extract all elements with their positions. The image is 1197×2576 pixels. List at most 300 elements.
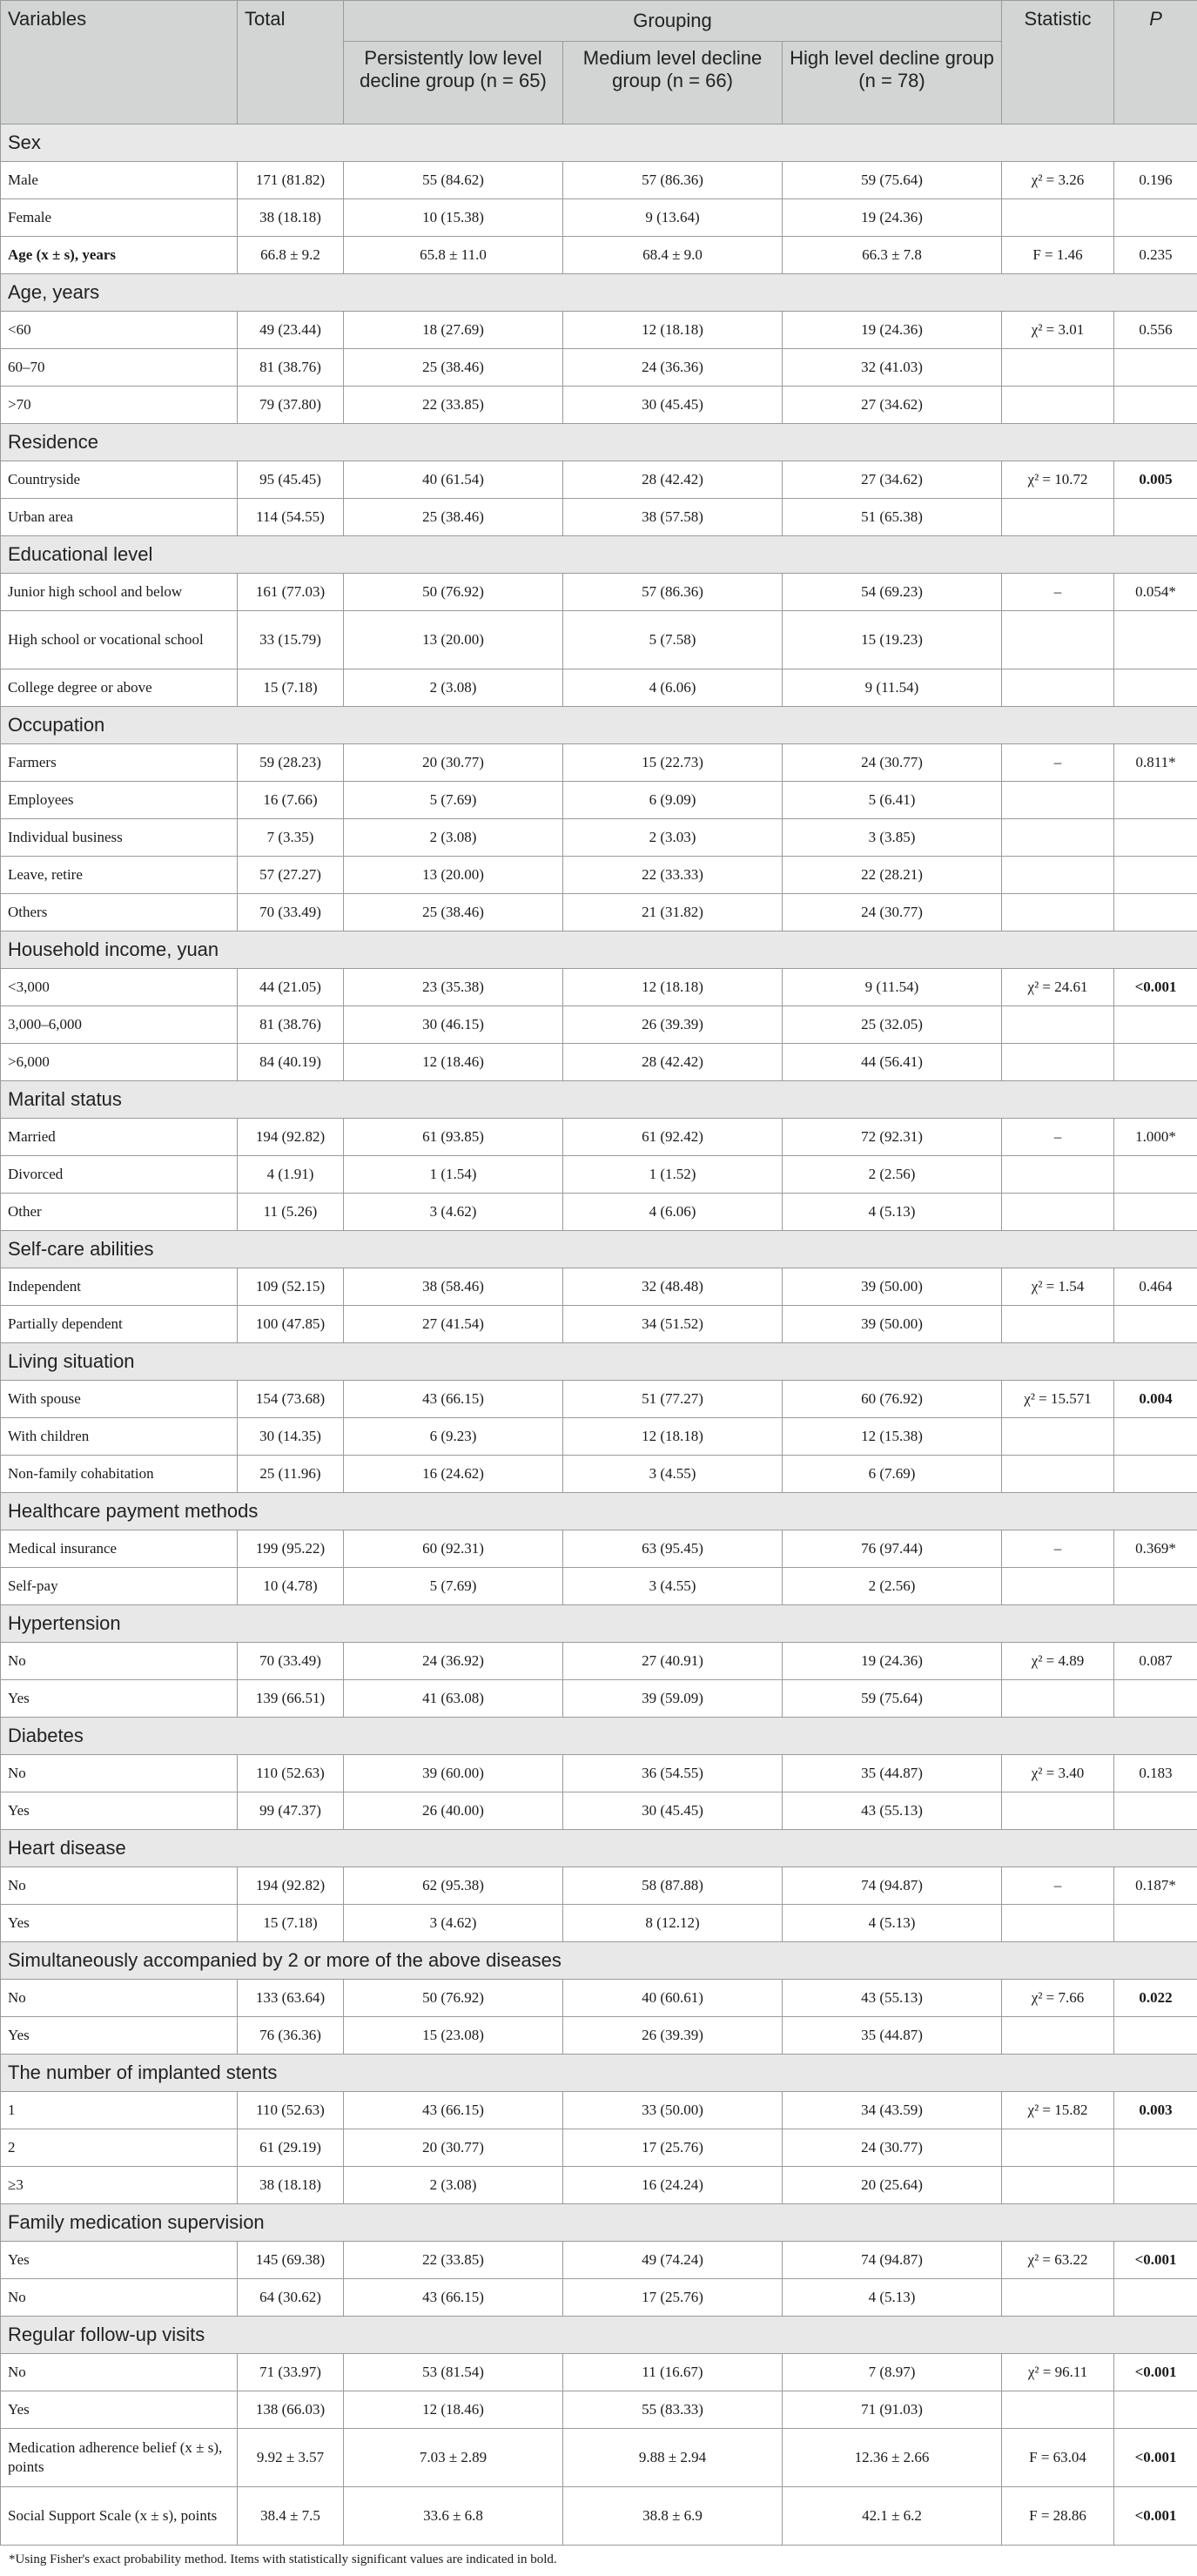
group-high-cell: 5 (6.41)	[783, 782, 1002, 819]
statistic-cell	[1002, 819, 1114, 857]
table-row	[1, 2354, 1197, 2391]
table-row	[1, 1268, 1197, 1306]
section-label: Marital status	[1, 1081, 1197, 1119]
group-high-cell: 51 (65.38)	[783, 499, 1002, 536]
p-value-cell: <0.001	[1114, 2242, 1197, 2279]
total-cell: 66.8 ± 9.2	[238, 237, 344, 274]
total-cell: 145 (69.38)	[238, 2242, 344, 2279]
group-medium-cell: 12 (18.18)	[563, 969, 783, 1006]
table-row	[1, 2167, 1197, 2204]
group-high-cell: 19 (24.36)	[783, 1643, 1002, 1680]
statistic-cell: χ² = 3.26	[1002, 162, 1114, 199]
group-low-cell: 22 (33.85)	[344, 387, 563, 424]
group-low-cell: 38 (58.46)	[344, 1268, 563, 1306]
table-row	[1, 1044, 1197, 1081]
group-low-cell: 2 (3.08)	[344, 819, 563, 857]
group-medium-cell: 30 (45.45)	[563, 1792, 783, 1830]
row-label-cell: Countryside	[1, 461, 238, 499]
group-medium-cell: 17 (25.76)	[563, 2279, 783, 2317]
group-high-cell: 3 (3.85)	[783, 819, 1002, 857]
total-cell: 25 (11.96)	[238, 1456, 344, 1493]
group-low-cell: 5 (7.69)	[344, 782, 563, 819]
row-label-cell: <60	[1, 312, 238, 349]
row-label-cell: Farmers	[1, 744, 238, 782]
row-label-cell: No	[1, 1755, 238, 1792]
row-label-cell: Partially dependent	[1, 1306, 238, 1343]
table-row	[1, 1194, 1197, 1231]
table-row	[1, 2129, 1197, 2167]
group-high-cell: 34 (43.59)	[783, 2092, 1002, 2129]
row-label-cell: Age (x ± s), years	[1, 237, 238, 274]
statistic-cell	[1002, 1905, 1114, 1942]
table-row	[1, 349, 1197, 387]
group-high-cell: 72 (92.31)	[783, 1119, 1002, 1156]
table-row	[1, 461, 1197, 499]
p-value-cell	[1114, 1568, 1197, 1605]
total-cell: 95 (45.45)	[238, 461, 344, 499]
section-label: Age, years	[1, 274, 1197, 312]
total-cell: 38 (18.18)	[238, 2167, 344, 2204]
total-cell: 81 (38.76)	[238, 349, 344, 387]
statistic-cell	[1002, 199, 1114, 237]
statistic-cell	[1002, 1456, 1114, 1493]
p-value-cell	[1114, 349, 1197, 387]
p-value-cell	[1114, 669, 1197, 707]
p-value-cell	[1114, 611, 1197, 669]
statistic-cell	[1002, 2279, 1114, 2317]
table-row	[1, 894, 1197, 932]
header-variables: Variables	[1, 1, 238, 124]
p-value-cell: 0.187*	[1114, 1867, 1197, 1905]
group-low-cell: 24 (36.92)	[344, 1643, 563, 1680]
table-row	[1, 199, 1197, 237]
row-label-cell: Yes	[1, 1905, 238, 1942]
p-value-cell	[1114, 1418, 1197, 1456]
group-high-cell: 24 (30.77)	[783, 744, 1002, 782]
group-low-cell: 23 (35.38)	[344, 969, 563, 1006]
p-value-cell	[1114, 387, 1197, 424]
p-value-cell: 0.005	[1114, 461, 1197, 499]
header-group-high: High level decline group (n = 78)	[783, 42, 1002, 124]
section-label: Residence	[1, 424, 1197, 461]
group-medium-cell: 58 (87.88)	[563, 1867, 783, 1905]
statistic-cell	[1002, 1306, 1114, 1343]
group-medium-cell: 9 (13.64)	[563, 199, 783, 237]
group-medium-cell: 17 (25.76)	[563, 2129, 783, 2167]
p-value-cell: 0.003	[1114, 2092, 1197, 2129]
statistic-cell: –	[1002, 744, 1114, 782]
statistic-cell	[1002, 2391, 1114, 2429]
group-medium-cell: 15 (22.73)	[563, 744, 783, 782]
header-p: P	[1114, 1, 1197, 124]
p-value-cell	[1114, 2391, 1197, 2429]
group-high-cell: 43 (55.13)	[783, 1792, 1002, 1830]
row-label-cell: Male	[1, 162, 238, 199]
group-medium-cell: 68.4 ± 9.0	[563, 237, 783, 274]
total-cell: 154 (73.68)	[238, 1381, 344, 1418]
statistic-cell	[1002, 387, 1114, 424]
group-low-cell: 50 (76.92)	[344, 1980, 563, 2017]
p-value-cell	[1114, 2167, 1197, 2204]
row-label-cell: Divorced	[1, 1156, 238, 1194]
statistic-cell: χ² = 63.22	[1002, 2242, 1114, 2279]
group-medium-cell: 40 (60.61)	[563, 1980, 783, 2017]
row-label-cell: No	[1, 1980, 238, 2017]
group-high-cell: 25 (32.05)	[783, 1006, 1002, 1044]
p-value-cell: 0.556	[1114, 312, 1197, 349]
group-low-cell: 3 (4.62)	[344, 1905, 563, 1942]
section-header-row	[1, 1081, 1197, 1119]
section-header-row	[1, 274, 1197, 312]
table-row	[1, 1867, 1197, 1905]
header-group-medium: Medium level decline group (n = 66)	[563, 42, 783, 124]
statistic-cell: –	[1002, 1119, 1114, 1156]
total-cell: 171 (81.82)	[238, 162, 344, 199]
statistic-cell: χ² = 15.571	[1002, 1381, 1114, 1418]
row-label-cell: Social Support Scale (x ± s), points	[1, 2487, 238, 2546]
group-low-cell: 43 (66.15)	[344, 1381, 563, 1418]
group-low-cell: 43 (66.15)	[344, 2279, 563, 2317]
group-medium-cell: 9.88 ± 2.94	[563, 2429, 783, 2487]
p-value-cell	[1114, 1006, 1197, 1044]
section-label: Household income, yuan	[1, 932, 1197, 969]
statistic-cell: F = 1.46	[1002, 237, 1114, 274]
group-low-cell: 43 (66.15)	[344, 2092, 563, 2129]
group-medium-cell: 8 (12.12)	[563, 1905, 783, 1942]
total-cell: 57 (27.27)	[238, 857, 344, 894]
header-grouping: Grouping	[344, 1, 1002, 42]
row-label-cell: Junior high school and below	[1, 574, 238, 611]
statistic-cell: –	[1002, 1530, 1114, 1568]
section-label: Regular follow-up visits	[1, 2317, 1197, 2354]
total-cell: 110 (52.63)	[238, 2092, 344, 2129]
group-high-cell: 4 (5.13)	[783, 2279, 1002, 2317]
section-header-row	[1, 124, 1197, 162]
p-value-cell	[1114, 1905, 1197, 1942]
total-cell: 70 (33.49)	[238, 1643, 344, 1680]
group-medium-cell: 3 (4.55)	[563, 1456, 783, 1493]
group-medium-cell: 57 (86.36)	[563, 162, 783, 199]
group-low-cell: 25 (38.46)	[344, 894, 563, 932]
group-high-cell: 9 (11.54)	[783, 969, 1002, 1006]
row-label-cell: Urban area	[1, 499, 238, 536]
table-row	[1, 1643, 1197, 1680]
total-cell: 70 (33.49)	[238, 894, 344, 932]
table-row	[1, 2242, 1197, 2279]
group-high-cell: 22 (28.21)	[783, 857, 1002, 894]
statistic-cell	[1002, 2129, 1114, 2167]
row-label-cell: Female	[1, 199, 238, 237]
group-high-cell: 7 (8.97)	[783, 2354, 1002, 2391]
row-label-cell: ≥3	[1, 2167, 238, 2204]
table-row	[1, 237, 1197, 274]
row-label-cell: Yes	[1, 1680, 238, 1718]
group-low-cell: 30 (46.15)	[344, 1006, 563, 1044]
table-row	[1, 782, 1197, 819]
group-medium-cell: 34 (51.52)	[563, 1306, 783, 1343]
p-value-cell: <0.001	[1114, 2429, 1197, 2487]
table-row	[1, 969, 1197, 1006]
group-high-cell: 60 (76.92)	[783, 1381, 1002, 1418]
total-cell: 61 (29.19)	[238, 2129, 344, 2167]
group-high-cell: 43 (55.13)	[783, 1980, 1002, 2017]
group-low-cell: 26 (40.00)	[344, 1792, 563, 1830]
statistic-cell	[1002, 499, 1114, 536]
total-cell: 79 (37.80)	[238, 387, 344, 424]
section-label: Family medication supervision	[1, 2204, 1197, 2242]
group-low-cell: 15 (23.08)	[344, 2017, 563, 2055]
group-high-cell: 4 (5.13)	[783, 1905, 1002, 1942]
group-high-cell: 2 (2.56)	[783, 1568, 1002, 1605]
group-high-cell: 42.1 ± 6.2	[783, 2487, 1002, 2546]
statistic-cell	[1002, 2017, 1114, 2055]
section-header-row	[1, 932, 1197, 969]
group-medium-cell: 1 (1.52)	[563, 1156, 783, 1194]
p-value-cell	[1114, 1792, 1197, 1830]
total-cell: 16 (7.66)	[238, 782, 344, 819]
table-row	[1, 2017, 1197, 2055]
total-cell: 109 (52.15)	[238, 1268, 344, 1306]
group-medium-cell: 21 (31.82)	[563, 894, 783, 932]
total-cell: 38.4 ± 7.5	[238, 2487, 344, 2546]
p-value-cell: <0.001	[1114, 2354, 1197, 2391]
row-label-cell: No	[1, 1643, 238, 1680]
row-label-cell: Yes	[1, 2391, 238, 2429]
row-label-cell: No	[1, 1867, 238, 1905]
group-low-cell: 41 (63.08)	[344, 1680, 563, 1718]
row-label-cell: Leave, retire	[1, 857, 238, 894]
section-label: Educational level	[1, 536, 1197, 574]
group-medium-cell: 26 (39.39)	[563, 2017, 783, 2055]
total-cell: 133 (63.64)	[238, 1980, 344, 2017]
table-row	[1, 1006, 1197, 1044]
table-row	[1, 1381, 1197, 1418]
header-statistic: Statistic	[1002, 1, 1114, 124]
group-high-cell: 54 (69.23)	[783, 574, 1002, 611]
section-header-row	[1, 2204, 1197, 2242]
row-label-cell: High school or vocational school	[1, 611, 238, 669]
group-medium-cell: 32 (48.48)	[563, 1268, 783, 1306]
table-row	[1, 1456, 1197, 1493]
group-medium-cell: 12 (18.18)	[563, 1418, 783, 1456]
group-high-cell: 39 (50.00)	[783, 1306, 1002, 1343]
group-high-cell: 35 (44.87)	[783, 1755, 1002, 1792]
group-high-cell: 6 (7.69)	[783, 1456, 1002, 1493]
p-value-cell: 0.464	[1114, 1268, 1197, 1306]
group-low-cell: 12 (18.46)	[344, 1044, 563, 1081]
group-high-cell: 76 (97.44)	[783, 1530, 1002, 1568]
statistic-cell: χ² = 24.61	[1002, 969, 1114, 1006]
group-low-cell: 22 (33.85)	[344, 2242, 563, 2279]
group-medium-cell: 39 (59.09)	[563, 1680, 783, 1718]
table-row	[1, 2429, 1197, 2487]
section-header-row	[1, 2055, 1197, 2092]
group-high-cell: 39 (50.00)	[783, 1268, 1002, 1306]
row-label-cell: Other	[1, 1194, 238, 1231]
row-label-cell: Yes	[1, 2242, 238, 2279]
table-row	[1, 1755, 1197, 1792]
group-low-cell: 16 (24.62)	[344, 1456, 563, 1493]
p-value-cell: 0.004	[1114, 1381, 1197, 1418]
row-label-cell: Non-family cohabitation	[1, 1456, 238, 1493]
row-label-cell: Independent	[1, 1268, 238, 1306]
p-value-cell	[1114, 2017, 1197, 2055]
total-cell: 199 (95.22)	[238, 1530, 344, 1568]
section-header-row	[1, 1942, 1197, 1980]
table-row	[1, 744, 1197, 782]
statistic-cell	[1002, 1680, 1114, 1718]
group-high-cell: 27 (34.62)	[783, 461, 1002, 499]
row-label-cell: >6,000	[1, 1044, 238, 1081]
table-row	[1, 2487, 1197, 2546]
row-label-cell: Yes	[1, 2017, 238, 2055]
section-header-row	[1, 1830, 1197, 1867]
statistic-cell	[1002, 1418, 1114, 1456]
statistic-cell	[1002, 349, 1114, 387]
group-low-cell: 2 (3.08)	[344, 2167, 563, 2204]
group-high-cell: 24 (30.77)	[783, 2129, 1002, 2167]
table-row	[1, 1119, 1197, 1156]
group-medium-cell: 51 (77.27)	[563, 1381, 783, 1418]
group-low-cell: 12 (18.46)	[344, 2391, 563, 2429]
total-cell: 15 (7.18)	[238, 669, 344, 707]
row-label-cell: College degree or above	[1, 669, 238, 707]
group-medium-cell: 26 (39.39)	[563, 1006, 783, 1044]
group-high-cell: 27 (34.62)	[783, 387, 1002, 424]
group-low-cell: 62 (95.38)	[344, 1867, 563, 1905]
statistic-cell	[1002, 857, 1114, 894]
group-high-cell: 15 (19.23)	[783, 611, 1002, 669]
group-low-cell: 60 (92.31)	[344, 1530, 563, 1568]
row-label-cell: With children	[1, 1418, 238, 1456]
total-cell: 4 (1.91)	[238, 1156, 344, 1194]
group-low-cell: 27 (41.54)	[344, 1306, 563, 1343]
total-cell: 138 (66.03)	[238, 2391, 344, 2429]
statistic-cell	[1002, 611, 1114, 669]
p-value-cell: 0.183	[1114, 1755, 1197, 1792]
total-cell: 194 (92.82)	[238, 1867, 344, 1905]
group-low-cell: 65.8 ± 11.0	[344, 237, 563, 274]
table-row	[1, 669, 1197, 707]
table-row	[1, 1306, 1197, 1343]
group-low-cell: 1 (1.54)	[344, 1156, 563, 1194]
group-high-cell: 59 (75.64)	[783, 162, 1002, 199]
total-cell: 71 (33.97)	[238, 2354, 344, 2391]
total-cell: 44 (21.05)	[238, 969, 344, 1006]
group-medium-cell: 2 (3.03)	[563, 819, 783, 857]
total-cell: 9.92 ± 3.57	[238, 2429, 344, 2487]
p-value-cell: <0.001	[1114, 969, 1197, 1006]
statistic-cell: χ² = 4.89	[1002, 1643, 1114, 1680]
group-high-cell: 24 (30.77)	[783, 894, 1002, 932]
row-label-cell: Individual business	[1, 819, 238, 857]
group-low-cell: 33.6 ± 6.8	[344, 2487, 563, 2546]
group-low-cell: 5 (7.69)	[344, 1568, 563, 1605]
statistic-cell: F = 63.04	[1002, 2429, 1114, 2487]
table-row	[1, 1792, 1197, 1830]
table-row	[1, 1156, 1197, 1194]
group-medium-cell: 3 (4.55)	[563, 1568, 783, 1605]
group-low-cell: 25 (38.46)	[344, 499, 563, 536]
total-cell: 38 (18.18)	[238, 199, 344, 237]
group-high-cell: 74 (94.87)	[783, 1867, 1002, 1905]
p-value-cell	[1114, 499, 1197, 536]
group-medium-cell: 57 (86.36)	[563, 574, 783, 611]
statistic-cell: –	[1002, 1867, 1114, 1905]
section-header-row	[1, 1493, 1197, 1530]
total-cell: 81 (38.76)	[238, 1006, 344, 1044]
statistic-cell: χ² = 96.11	[1002, 2354, 1114, 2391]
group-medium-cell: 33 (50.00)	[563, 2092, 783, 2129]
p-value-cell: <0.001	[1114, 2487, 1197, 2546]
section-header-row	[1, 2317, 1197, 2354]
statistic-cell	[1002, 1194, 1114, 1231]
p-value-cell: 0.054*	[1114, 574, 1197, 611]
section-label: Hypertension	[1, 1605, 1197, 1643]
table-row	[1, 574, 1197, 611]
group-high-cell: 12.36 ± 2.66	[783, 2429, 1002, 2487]
total-cell: 10 (4.78)	[238, 1568, 344, 1605]
p-value-cell	[1114, 2279, 1197, 2317]
section-label: Heart disease	[1, 1830, 1197, 1867]
row-label-cell: Others	[1, 894, 238, 932]
p-value-cell: 0.087	[1114, 1643, 1197, 1680]
group-low-cell: 61 (93.85)	[344, 1119, 563, 1156]
section-header-row	[1, 1343, 1197, 1381]
group-high-cell: 20 (25.64)	[783, 2167, 1002, 2204]
group-medium-cell: 61 (92.42)	[563, 1119, 783, 1156]
group-medium-cell: 11 (16.67)	[563, 2354, 783, 2391]
total-cell: 114 (54.55)	[238, 499, 344, 536]
section-header-row	[1, 707, 1197, 744]
table-row	[1, 2279, 1197, 2317]
table-header	[1, 1, 1197, 124]
section-label: Simultaneously accompanied by 2 or more of the above diseases	[1, 1942, 1197, 1980]
table-row	[1, 1530, 1197, 1568]
group-low-cell: 53 (81.54)	[344, 2354, 563, 2391]
group-medium-cell: 22 (33.33)	[563, 857, 783, 894]
total-cell: 59 (28.23)	[238, 744, 344, 782]
row-label-cell: Medical insurance	[1, 1530, 238, 1568]
row-label-cell: 2	[1, 2129, 238, 2167]
group-medium-cell: 28 (42.42)	[563, 1044, 783, 1081]
row-label-cell: >70	[1, 387, 238, 424]
group-medium-cell: 6 (9.09)	[563, 782, 783, 819]
table-row	[1, 312, 1197, 349]
statistic-cell	[1002, 782, 1114, 819]
table-row	[1, 2092, 1197, 2129]
statistic-cell: –	[1002, 574, 1114, 611]
table-footnote: *Using Fisher's exact probability method. Items with statistically significant values are indicated in bold.	[9, 2552, 557, 2566]
row-label-cell: 1	[1, 2092, 238, 2129]
group-high-cell: 32 (41.03)	[783, 349, 1002, 387]
statistic-cell: F = 28.86	[1002, 2487, 1114, 2546]
section-label: The number of implanted stents	[1, 2055, 1197, 2092]
group-low-cell: 40 (61.54)	[344, 461, 563, 499]
statistic-cell	[1002, 1044, 1114, 1081]
row-label-cell: Self-pay	[1, 1568, 238, 1605]
statistic-cell	[1002, 669, 1114, 707]
row-label-cell: <3,000	[1, 969, 238, 1006]
total-cell: 139 (66.51)	[238, 1680, 344, 1718]
group-medium-cell: 16 (24.24)	[563, 2167, 783, 2204]
statistic-cell: χ² = 7.66	[1002, 1980, 1114, 2017]
section-label: Living situation	[1, 1343, 1197, 1381]
group-medium-cell: 38 (57.58)	[563, 499, 783, 536]
p-value-cell	[1114, 2129, 1197, 2167]
row-label-cell: 3,000–6,000	[1, 1006, 238, 1044]
group-medium-cell: 36 (54.55)	[563, 1755, 783, 1792]
